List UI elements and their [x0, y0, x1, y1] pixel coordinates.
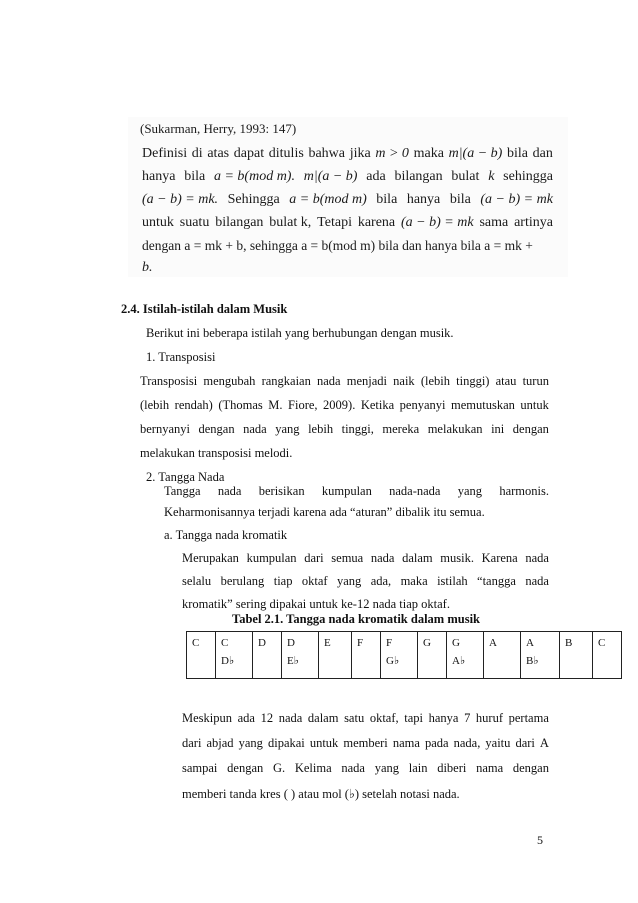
after-line-1 — [182, 711, 549, 726]
word: Kelima — [294, 761, 332, 775]
item-1-title: 1. Transposisi — [146, 350, 216, 364]
note-name: C — [192, 637, 200, 649]
word: Meskipun — [182, 711, 232, 725]
item-1-line-2 — [140, 398, 549, 413]
sub-a-line-2 — [182, 574, 549, 589]
note-name: G — [452, 637, 460, 649]
citation: (Sukarman, Herry, 1993: 147) — [140, 121, 297, 136]
word: mengubah — [203, 374, 256, 388]
word: m|(a − b) — [448, 146, 503, 161]
word: k — [488, 169, 495, 184]
item-2-line-1 — [164, 484, 549, 499]
word: Fiore, — [288, 398, 318, 412]
word: diberi — [437, 761, 467, 775]
word: maka — [413, 146, 444, 161]
note-flat — [324, 652, 346, 670]
word: satu — [344, 711, 365, 725]
word: hanya — [428, 711, 459, 725]
word: Karena — [481, 551, 518, 565]
word: (a − b) = mk — [480, 192, 553, 207]
word: naik — [393, 374, 415, 388]
word: yang — [374, 761, 399, 775]
note-name: E — [324, 637, 331, 649]
word: dengan — [227, 761, 264, 775]
table-cell — [447, 632, 484, 679]
note-flat: G♭ — [386, 655, 400, 667]
item-2-title: 2. Tangga Nada — [146, 470, 225, 484]
word: penyanyi — [399, 398, 446, 412]
word: turun — [522, 374, 549, 388]
sub-a-line-1 — [182, 551, 549, 566]
word: bila — [184, 169, 206, 184]
sub-a-line-3: kromatik” sering dipakai untuk ke-12 nada tiap oktaf. — [182, 597, 450, 611]
table-cell — [560, 632, 593, 679]
word: nada — [370, 551, 395, 565]
word: bilangan — [215, 215, 264, 230]
word: huruf — [475, 711, 503, 725]
table-cell — [319, 632, 352, 679]
word: jika — [349, 146, 371, 161]
note-name: D — [287, 637, 295, 649]
item-2-line-2: Keharmonisannya terjadi karena ada “aturan” dibalik itu semua. — [164, 505, 485, 519]
note-flat — [192, 652, 210, 670]
word: nada — [525, 574, 549, 588]
word: (a − b) = mk — [401, 215, 474, 230]
word: dari — [182, 736, 202, 750]
after-line-4: memberi tanda kres ( ) atau mol (♭) setelah notasi nada. — [182, 787, 460, 801]
word: Sehingga — [227, 192, 280, 207]
word: tapi — [404, 711, 423, 725]
table-cell — [352, 632, 381, 679]
word: hanya — [406, 192, 441, 207]
word: suatu — [179, 215, 210, 230]
math-line-1 — [142, 146, 553, 162]
word: ada, — [370, 574, 392, 588]
word: semua — [331, 551, 364, 565]
word: oktaf — [301, 574, 328, 588]
math-line-6: b. — [142, 260, 153, 275]
word: 2009). — [323, 398, 356, 412]
note-flat — [357, 652, 375, 670]
item-1-line-1 — [140, 374, 549, 389]
word: lebih — [308, 422, 334, 436]
word: pertama — [508, 711, 549, 725]
note-name: C — [221, 637, 229, 649]
word: nada — [341, 761, 365, 775]
word: artinya — [514, 215, 553, 230]
word: bila — [376, 192, 398, 207]
word: bulat — [451, 169, 480, 184]
word: m > 0 — [375, 146, 409, 161]
word: nada — [243, 422, 267, 436]
item-1-line-4: melakukan transposisi melodi. — [140, 446, 293, 460]
word: rangkaian — [261, 374, 311, 388]
word: a = b(mod m). — [213, 169, 295, 184]
math-line-3 — [142, 192, 553, 208]
sub-a-title: a. Tangga nada kromatik — [164, 528, 288, 542]
word: dalam — [402, 551, 433, 565]
math-line-4 — [142, 215, 553, 231]
word: “tangga — [477, 574, 516, 588]
word: nada — [316, 374, 341, 388]
item-1-line-3 — [140, 422, 549, 437]
math-line-5: dengan a = mk + b, sehingga a = b(mod m) bila dan hanya bila a = mk + — [142, 238, 533, 253]
word: musik. — [440, 551, 474, 565]
after-line-2 — [182, 736, 549, 751]
note-flat — [565, 652, 587, 670]
note-flat — [489, 652, 515, 670]
word: Tangga — [164, 484, 201, 498]
word: atas — [207, 146, 230, 161]
word: yang — [336, 574, 362, 588]
table-cell — [253, 632, 282, 679]
word: (a − b) = mk. — [142, 192, 219, 207]
word: nama — [392, 736, 420, 750]
word: bulat k, — [269, 215, 312, 230]
word: 12 — [260, 711, 274, 725]
word: memberi — [343, 736, 388, 750]
word: mereka — [382, 422, 420, 436]
word: Tetapi — [317, 215, 352, 230]
word: m|(a − b) — [303, 169, 358, 184]
note-name: G — [423, 637, 431, 649]
word: yaitu — [485, 736, 511, 750]
word: kumpulan — [321, 484, 372, 498]
table-caption: Tabel 2.1. Tangga nada kromatik dalam musik — [232, 612, 480, 626]
word: berulang — [220, 574, 265, 588]
word: bilangan — [394, 169, 443, 184]
word: (Thomas — [218, 398, 263, 412]
note-name: C — [598, 637, 606, 649]
word: tiap — [273, 574, 293, 588]
word: dari — [515, 736, 535, 750]
word: atau — [495, 374, 517, 388]
note-flat: E♭ — [287, 655, 299, 667]
word: dengan — [512, 422, 549, 436]
word: bila — [449, 192, 471, 207]
note-flat — [423, 652, 441, 670]
after-line-3 — [182, 761, 549, 776]
word: di — [191, 146, 203, 161]
word: ini — [491, 422, 505, 436]
table-cell — [216, 632, 253, 679]
word: lain — [408, 761, 428, 775]
word: ada — [366, 169, 386, 184]
word: A — [539, 736, 549, 750]
table-cell — [521, 632, 560, 679]
word: dengan — [198, 422, 235, 436]
table-row — [187, 632, 622, 679]
word: kumpulan — [246, 551, 297, 565]
word: dengan — [512, 761, 549, 775]
note-flat: B♭ — [526, 655, 539, 667]
word: selalu — [182, 574, 212, 588]
page-number: 5 — [537, 833, 543, 847]
word: bahwa — [308, 146, 346, 161]
word: bernyanyi — [140, 422, 190, 436]
word: dalam — [307, 711, 339, 725]
table-cell — [484, 632, 521, 679]
word: maka — [400, 574, 428, 588]
note-flat: D♭ — [221, 655, 235, 667]
word: ditulis — [268, 146, 304, 161]
word: yang — [275, 422, 300, 436]
word: nama — [476, 761, 504, 775]
note-name: B — [565, 637, 573, 649]
word: (lebih — [420, 374, 450, 388]
word: sampai — [182, 761, 218, 775]
note-name: F — [357, 637, 364, 649]
word: dapat — [233, 146, 265, 161]
word: nada — [525, 551, 549, 565]
word: Definisi — [142, 146, 188, 161]
word: melakukan — [427, 422, 483, 436]
word: Transposisi — [140, 374, 198, 388]
word: karena — [357, 215, 396, 230]
word: abjad — [206, 736, 234, 750]
word: sehingga — [503, 169, 553, 184]
word: ada — [237, 711, 255, 725]
note-flat — [598, 652, 616, 670]
section-intro: Berikut ini beberapa istilah yang berhubungan dengan musik. — [146, 326, 454, 340]
word: dari — [304, 551, 324, 565]
word: hanya — [142, 169, 176, 184]
word: untuk — [520, 398, 549, 412]
word: nada — [217, 484, 242, 498]
word: untuk — [309, 736, 339, 750]
word: sama — [479, 215, 509, 230]
table-cell — [381, 632, 418, 679]
word: (lebih — [140, 398, 170, 412]
note-name: A — [526, 637, 534, 649]
word: nada, — [453, 736, 481, 750]
math-line-2 — [142, 169, 553, 185]
note-name: F — [386, 637, 393, 649]
note-name: A — [489, 637, 497, 649]
table-cell — [187, 632, 216, 679]
word: yang — [238, 736, 263, 750]
word: istilah — [437, 574, 468, 588]
note-flat: A♭ — [452, 655, 466, 667]
word: bila — [507, 146, 528, 161]
word: pada — [424, 736, 449, 750]
word: a = b(mod m) — [289, 192, 367, 207]
word: rendah) — [174, 398, 213, 412]
table-cell — [593, 632, 622, 679]
word: dan — [532, 146, 553, 161]
word: berisikan — [258, 484, 305, 498]
word: Ketika — [360, 398, 395, 412]
word: oktaf, — [369, 711, 399, 725]
word: nada — [278, 711, 303, 725]
word: tinggi, — [341, 422, 374, 436]
word: G. — [272, 761, 286, 775]
word: harmonis. — [499, 484, 549, 498]
word: dipakai — [267, 736, 305, 750]
word: tinggi) — [456, 374, 490, 388]
word: M. — [268, 398, 283, 412]
word: untuk — [142, 215, 174, 230]
section-heading: 2.4. Istilah-istilah dalam Musik — [121, 302, 288, 316]
table-cell — [282, 632, 319, 679]
note-name: D — [258, 637, 266, 649]
word: Merupakan — [182, 551, 239, 565]
word: yang — [457, 484, 483, 498]
chromatic-scale-table — [186, 631, 622, 679]
word: 7 — [464, 711, 471, 725]
word: memutuskan — [451, 398, 515, 412]
word: nada-nada — [389, 484, 441, 498]
word: menjadi — [346, 374, 387, 388]
note-flat — [258, 652, 276, 670]
table-cell — [418, 632, 447, 679]
